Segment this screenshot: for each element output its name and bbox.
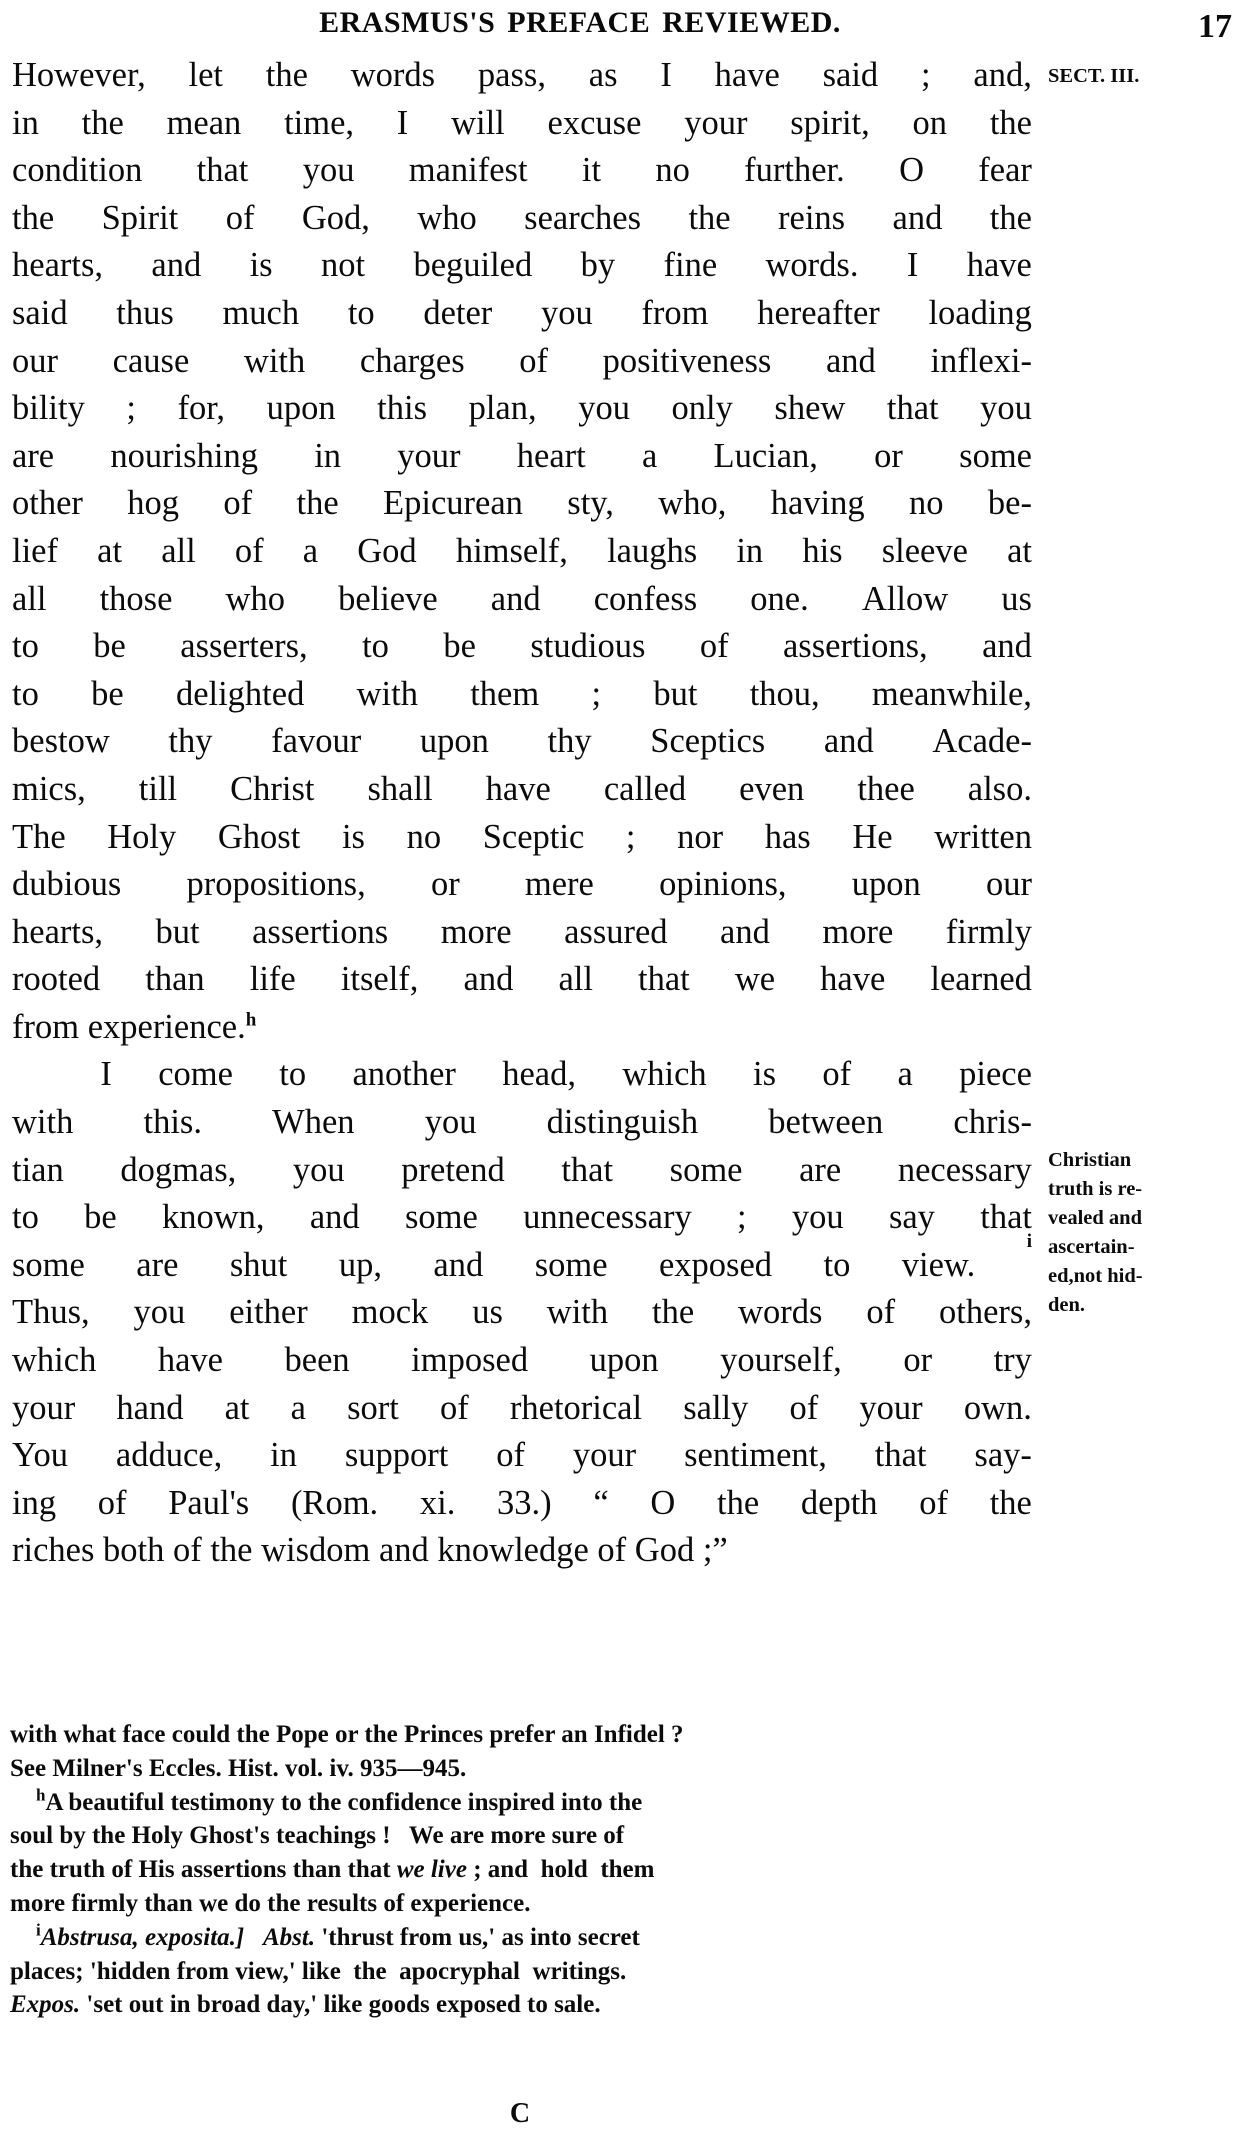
running-head: ERASMUS'S PREFACE REVIEWED. <box>319 6 841 39</box>
footnote-line: with what face could the Pope or the Princes prefer an Infidel ? <box>10 1721 684 1748</box>
text-line: from experience. <box>12 1007 246 1046</box>
footnote-block <box>10 1718 1040 2022</box>
footnote-line-content: 'thrust from us,' as into secret <box>315 1923 640 1951</box>
footnote-italic-abst: Abst. <box>263 1923 316 1951</box>
text-line: Thus, you either mock us with the words of others, <box>12 1293 1032 1332</box>
margin-note-line: Christian <box>1048 1149 1132 1171</box>
page-number: 17 <box>1198 8 1232 45</box>
footnote-line-content: A beautiful testimony to the confidence inspired into the <box>45 1788 643 1816</box>
footnote-line-content: 'set out in broad day,' like goods exposed to sale. <box>80 1991 601 2019</box>
signature-mark: C <box>509 2098 531 2129</box>
body-paragraph-1 <box>12 52 1032 1051</box>
text-line: which have been imposed upon yourself, or try <box>12 1341 1032 1380</box>
text-line: with this. When you distinguish between chris- <box>12 1103 1032 1142</box>
body-paragraph-2 <box>12 1051 1032 1575</box>
text-line: said thus much to deter you from hereafter loading <box>12 293 1032 332</box>
footnote-line: more firmly than we do the results of experience. <box>10 1889 531 1917</box>
footnote-line-content: ; and hold them <box>466 1856 655 1884</box>
text-line-with-note: some are shut up, and some exposed to view. i <box>12 1242 1032 1290</box>
footnote-italic-we-live: we live <box>396 1856 467 1884</box>
text-line: mics, till Christ shall have called even thee also. <box>12 769 1032 808</box>
footnote-line <box>10 1921 1040 1955</box>
text-line: However, let the words pass, as I have said ; and, <box>12 56 1032 94</box>
margin-note-line: den. <box>1048 1294 1086 1316</box>
margin-note-line: ed,not hid- <box>1048 1265 1143 1287</box>
footnote-line-content: the truth of His assertions than that <box>10 1856 397 1884</box>
footnote-line: See Milner's Eccles. Hist. vol. iv. 935—945. <box>10 1754 467 1782</box>
footnote-spacer <box>244 1924 263 1951</box>
text-line: bestow thy favour upon thy Sceptics and Acade- <box>12 722 1032 761</box>
section-note-line: SECT. III. <box>1048 65 1140 87</box>
text-line: hearts, but assertions more assured and more firmly <box>12 912 1032 951</box>
margin-note-line: vealed and <box>1048 1207 1142 1229</box>
footnote-line <box>10 1853 1040 1887</box>
text-line-with-note <box>12 1004 1032 1052</box>
margin-note-christian-truth <box>1048 1146 1238 1320</box>
footnote-italic-lemma: Abstrusa, exposita.] <box>40 1923 245 1951</box>
margin-note-line: truth is re- <box>1048 1178 1143 1200</box>
margin-note-line: ascertain- <box>1048 1236 1135 1258</box>
footnote-mark-i: i <box>36 1920 41 1940</box>
text-line: ing of Paul's (Rom. xi. 33.) “ O the depth of the <box>12 1483 1032 1522</box>
footnote-italic-expos: Expos. <box>10 1991 81 2019</box>
text-line: dubious propositions, or mere opinions, upon our <box>12 865 1032 904</box>
text-line: in the mean time, I will excuse your spirit, on the <box>12 103 1032 142</box>
text-column <box>12 52 1032 1575</box>
text-line: I come to another head, which is of a piece <box>100 1055 1032 1094</box>
footnote-continuation <box>10 1718 1040 1786</box>
text-line: The Holy Ghost is no Sceptic ; nor has He written <box>12 817 1032 856</box>
footnote-ref-h[interactable]: h <box>245 1009 257 1031</box>
text-line: are nourishing in your heart a Lucian, or some <box>12 436 1032 475</box>
footnote-line <box>10 1988 1040 2022</box>
text-line: our cause with charges of positiveness and inflexi- <box>12 341 1032 380</box>
section-marginal-note <box>1048 62 1238 91</box>
text-line: tian dogmas, you pretend that some are necessary <box>12 1150 1032 1189</box>
footnote-i <box>10 1921 1040 2022</box>
footnote-ref-i[interactable]: i <box>1026 1230 1032 1252</box>
footnote-line: places; 'hidden from view,' like the apocryphal writings. <box>10 1957 627 1985</box>
text-line: riches both of the wisdom and knowledge of God ;” <box>12 1531 728 1570</box>
text-line: to be known, and some unnecessary ; you say that <box>12 1198 1032 1237</box>
footnote-line <box>10 1786 1040 1820</box>
text-line: your hand at a sort of rhetorical sally of your own. <box>12 1388 1032 1427</box>
text-line: You adduce, in support of your sentiment, that say- <box>12 1436 1032 1475</box>
text-line: the Spirit of God, who searches the reins and the <box>12 198 1032 237</box>
footnote-mark-h: h <box>36 1785 46 1805</box>
footnote-line: soul by the Holy Ghost's teachings ! We are more sure of <box>10 1822 625 1850</box>
text-line: rooted than life itself, and all that we have learned <box>12 960 1032 999</box>
text-line: condition that you manifest it no further. O fear <box>12 151 1032 190</box>
footnote-h <box>10 1786 1040 1921</box>
text-line: to be asserters, to be studious of assertions, and <box>12 627 1032 666</box>
text-line: all those who believe and confess one. Allow us <box>12 579 1032 618</box>
text-line: bility ; for, upon this plan, you only shew that you <box>12 389 1032 428</box>
text-line: hearts, and is not beguiled by fine words. I have <box>12 246 1032 285</box>
text-line: lief at all of a God himself, laughs in his sleeve at <box>12 531 1032 570</box>
text-line: to be delighted with them ; but thou, meanwhile, <box>12 674 1032 713</box>
text-line: other hog of the Epicurean sty, who, having no be- <box>12 484 1032 523</box>
